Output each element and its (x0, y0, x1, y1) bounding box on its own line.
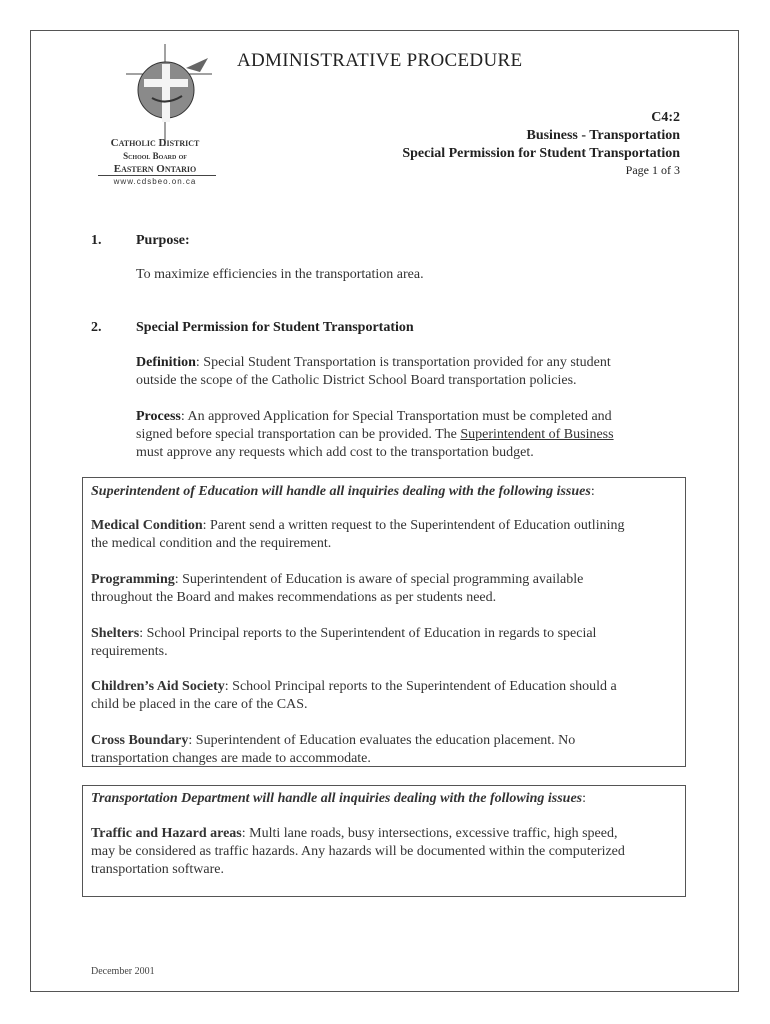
programming-line-2: throughout the Board and makes recommendations as per students need. (91, 590, 497, 605)
definition-line-2: outside the scope of the Catholic District School Board transportation policies. (136, 373, 577, 388)
cross-boundary-item (91, 732, 681, 768)
programming-item (91, 571, 681, 607)
cross-boundary-label: Cross Boundary (91, 733, 189, 748)
shelters-label: Shelters (91, 626, 140, 641)
shelters-item (91, 625, 681, 661)
procedure-code: C4:2 (651, 110, 680, 125)
section-2-heading: Special Permission for Student Transportation (136, 320, 414, 335)
education-box-heading-colon: : (590, 484, 595, 499)
section-1-heading: Purpose: (136, 233, 190, 248)
procedure-category: Business - Transportation (526, 128, 680, 143)
logo-line-1: Catholic District (110, 137, 200, 149)
programming-line-1: : Superintendent of Education is aware of special programming available (174, 572, 584, 587)
traffic-hazard-item (91, 825, 681, 879)
logo-divider (98, 175, 216, 176)
process-line-2: signed before special transportation can be provided. The (136, 427, 461, 442)
shelters-line-1: : School Principal reports to the Superintendent of Education in regards to special (139, 626, 597, 641)
process-label: Process (136, 409, 181, 424)
medical-condition-label: Medical Condition (91, 518, 203, 533)
childrens-aid-society-item (91, 678, 681, 714)
process-line-1: : An approved Application for Special Transportation must be completed and (180, 409, 612, 424)
traffic-hazard-line-2: may be considered as traffic hazards. Any hazards will be documented within the computerized (91, 844, 625, 859)
document-title: ADMINISTRATIVE PROCEDURE (237, 50, 523, 71)
medical-condition-line-2: the medical condition and the requirement. (91, 536, 332, 551)
transport-box-heading (91, 790, 681, 808)
shelters-line-2: requirements. (91, 644, 168, 659)
section-1-number: 1. (91, 233, 102, 248)
footer-date: December 2001 (91, 966, 155, 977)
definition-line-1: : Special Student Transportation is transportation provided for any student (195, 355, 611, 370)
traffic-hazard-line-1: : Multi lane roads, busy intersections, excessive traffic, high speed, (241, 826, 618, 841)
education-box-heading (91, 483, 681, 501)
board-logo (90, 42, 230, 202)
definition-label: Definition (136, 355, 196, 370)
definition-paragraph (136, 354, 676, 390)
transport-box-heading-text: Transportation Department will handle all inquiries dealing with the following issues (91, 791, 583, 806)
medical-condition-item (91, 517, 681, 553)
process-paragraph (136, 408, 676, 462)
procedure-subject: Special Permission for Student Transportation (402, 146, 680, 161)
cross-boundary-line-2: transportation changes are made to accommodate. (91, 751, 371, 766)
section-1-text: To maximize efficiencies in the transportation area. (136, 267, 424, 282)
childrens-aid-society-line-1: : School Principal reports to the Superintendent of Education should a (224, 679, 617, 694)
cross-boundary-line-1: : Superintendent of Education evaluates the education placement. No (188, 733, 576, 748)
childrens-aid-society-line-2: child be placed in the care of the CAS. (91, 697, 308, 712)
process-line-3: must approve any requests which add cost to the transportation budget. (136, 445, 534, 460)
traffic-hazard-label: Traffic and Hazard areas (91, 826, 242, 841)
superintendent-of-business-link[interactable]: Superintendent of Business (460, 427, 614, 442)
transport-box-heading-colon: : (582, 791, 587, 806)
logo-line-3: Eastern Ontario (113, 163, 197, 175)
traffic-hazard-line-3: transportation software. (91, 862, 224, 877)
cross-emblem-icon (90, 42, 230, 152)
childrens-aid-society-label: Children’s Aid Society (91, 679, 225, 694)
logo-line-2: School Board of (123, 151, 187, 161)
section-2-number: 2. (91, 320, 102, 335)
page-number: Page 1 of 3 (625, 163, 680, 177)
programming-label: Programming (91, 572, 175, 587)
education-box-heading-text: Superintendent of Education will handle all inquiries dealing with the following issues (91, 484, 591, 499)
logo-url: www.cdsbeo.on.ca (113, 177, 197, 186)
medical-condition-line-1: : Parent send a written request to the Superintendent of Education outlining (202, 518, 625, 533)
